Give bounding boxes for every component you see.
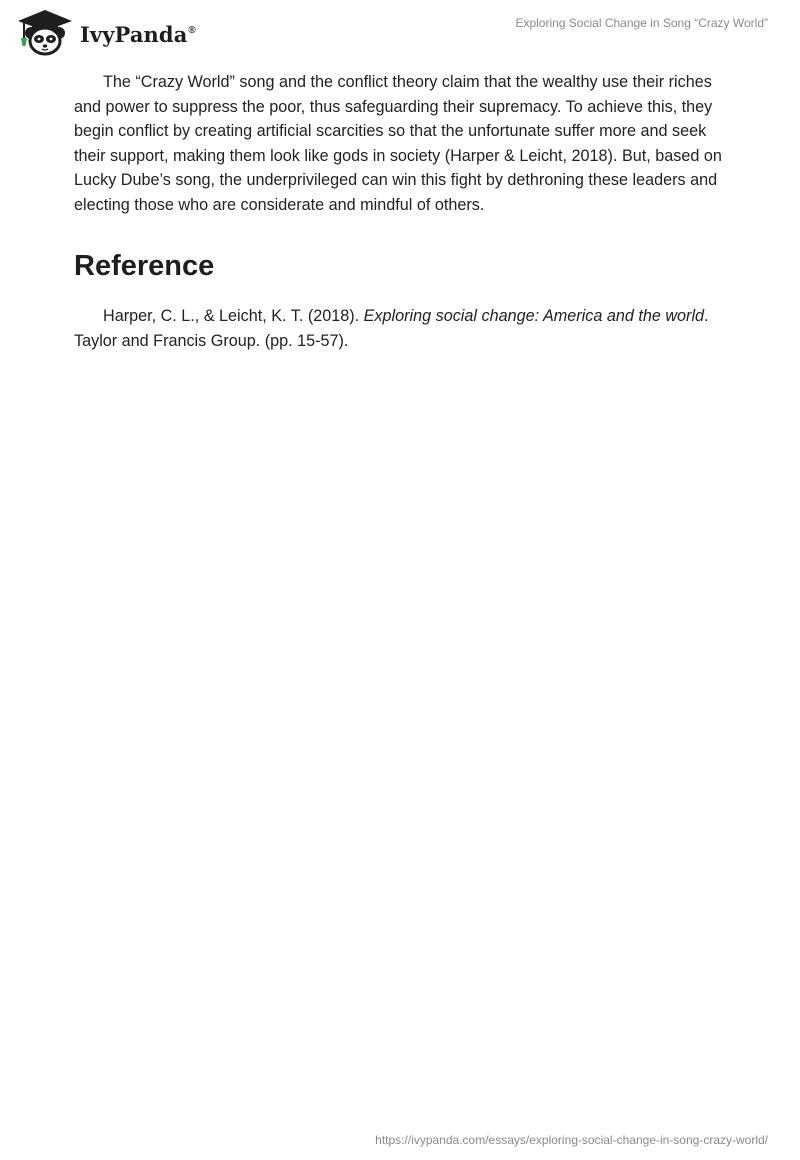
logo-wordmark: IvyPanda® (80, 21, 196, 47)
document-title: Exploring Social Change in Song “Crazy World” (515, 16, 768, 30)
source-url[interactable]: https://ivypanda.com/essays/exploring-social-change-in-song-crazy-world/ (375, 1133, 768, 1147)
registered-mark: ® (188, 24, 196, 36)
reference-heading: Reference (74, 250, 215, 282)
panda-graduation-cap-icon (16, 8, 74, 56)
reference-authors: Harper, C. L., & Leicht, K. T. (2018). (103, 307, 364, 325)
reference-publisher: . Taylor and Francis Group. (pp. 15-57). (74, 307, 709, 350)
reference-title: Exploring social change: America and the world (363, 307, 705, 325)
body-paragraph: The “Crazy World” song and the conflict theory claim that the wealthy use their riches and power to suppress the poor, thus safeguarding their supremacy. To achieve this, they begin conflict by creating artificial scarcities so that the unfortunate suffer more and seek their support, making them look like gods in society (Harper & Leicht, 2018). But, based on Lucky Dube’s song, the underprivileged can win this fight by dethroning these leaders and electing those who are considerate and mindful of others. (74, 73, 722, 214)
essay-content (74, 70, 734, 354)
reference-entry (74, 304, 734, 354)
ivypanda-logo[interactable] (16, 8, 195, 56)
